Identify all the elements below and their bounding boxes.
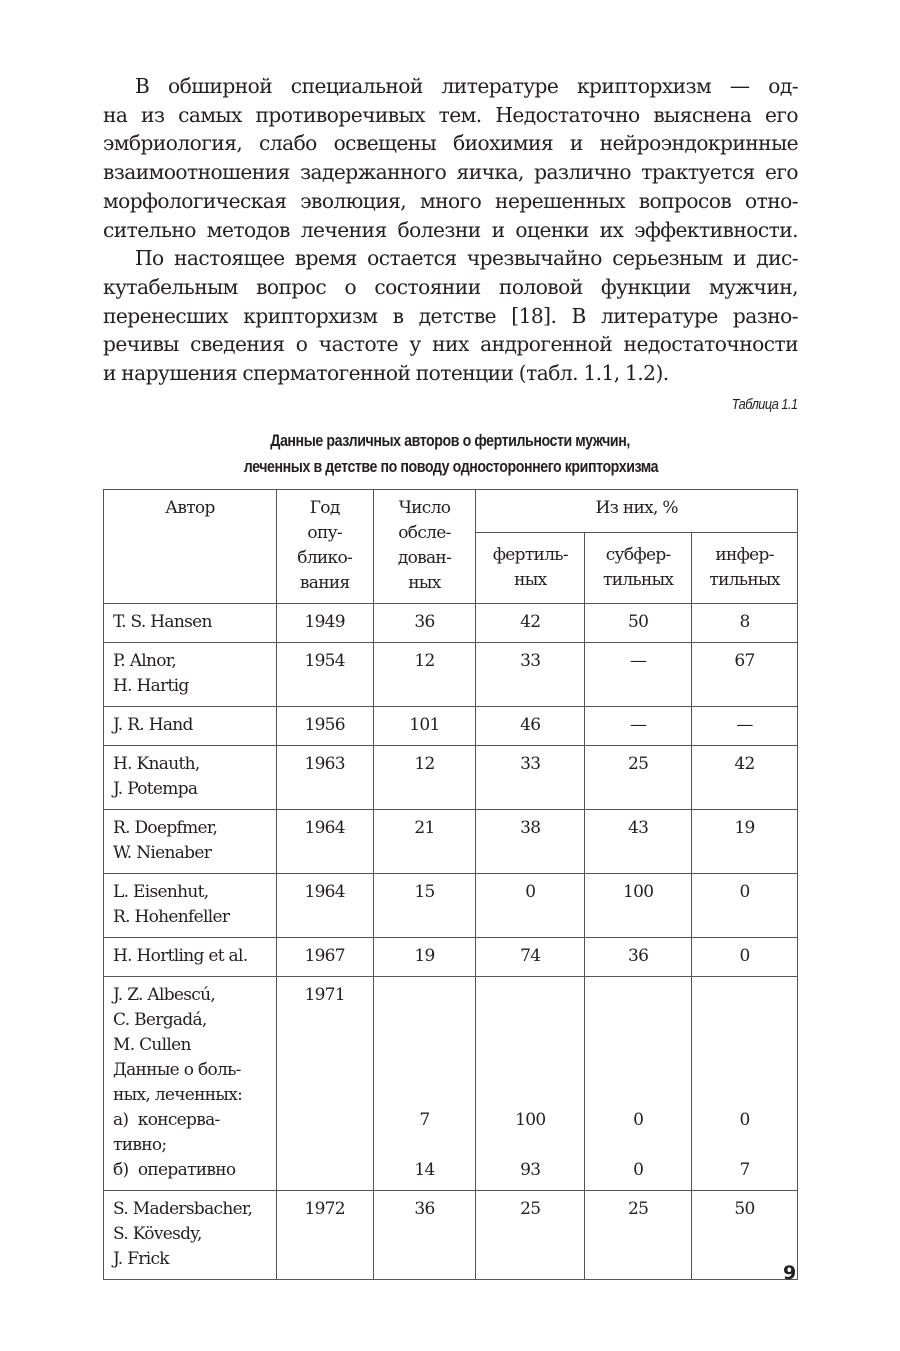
cell-line: T. S. Hansen	[113, 612, 212, 632]
cell-line: 0	[739, 1110, 750, 1130]
cell-line: Данные о боль-	[113, 1060, 241, 1080]
cell-line: тильных	[602, 569, 674, 590]
text-line: В обширной специальной литературе крипторхизм — од-	[135, 74, 798, 98]
cell-line: тильных	[709, 569, 780, 590]
cell-line: Число	[398, 498, 451, 518]
table-row	[104, 810, 798, 874]
header-year	[276, 490, 373, 604]
cell-fertile: 0	[476, 874, 585, 938]
table-title	[103, 428, 798, 480]
cell-author	[104, 977, 277, 1191]
header-subfertile	[585, 533, 692, 604]
table-row	[104, 643, 798, 707]
cell-line: S. Madersbacher,	[113, 1199, 253, 1219]
table-row	[104, 604, 798, 643]
cell-author	[104, 604, 277, 643]
cell-line: дован-	[397, 548, 452, 568]
cell-line: Год	[309, 498, 340, 518]
cell-author	[104, 707, 277, 746]
cell-line: тивно;	[113, 1135, 167, 1155]
cell-author	[104, 810, 277, 874]
table-row	[104, 707, 798, 746]
cell-line	[104, 490, 798, 533]
cell-line: H. Hortling et al.	[113, 946, 248, 966]
cell-line: блико-	[297, 548, 353, 568]
cell-line: 0	[633, 1160, 644, 1180]
paragraph-2	[103, 244, 798, 388]
text-line: кутабельным вопрос о состоянии половой функции мужчин,	[103, 274, 798, 299]
cell-author	[104, 874, 277, 938]
cell-fertile: 33	[476, 643, 585, 707]
cell-line: фертиль-	[492, 544, 568, 565]
table-label: Таблица 1.1	[732, 396, 798, 413]
cell-line: R. Hohenfeller	[113, 907, 230, 927]
cell-line: R. Doepfmer,	[113, 818, 218, 838]
table-title-line-2: леченных в детстве по поводу одностороннего крипторхизма	[243, 458, 658, 476]
cell-line: J. R. Hand	[113, 715, 193, 735]
cell-year: 1963	[276, 746, 373, 810]
cell-line: J. Z. Albescú,	[113, 985, 216, 1005]
table-row	[104, 938, 798, 977]
cell-subfertile: —	[585, 707, 692, 746]
cell-infertile	[692, 977, 798, 1191]
table-row	[104, 1191, 798, 1280]
cell-year: 1949	[276, 604, 373, 643]
cell-subfertile	[585, 977, 692, 1191]
page-number: 9	[783, 1262, 797, 1284]
header-fertile	[476, 533, 585, 604]
cell-line: J. Potempa	[113, 779, 198, 799]
cell-fertile: 46	[476, 707, 585, 746]
cell-line: 14	[414, 1160, 435, 1180]
cell-line: L. Eisenhut,	[113, 882, 209, 902]
text-line: сительно методов лечения болезни и оценки их эффективности.	[103, 217, 798, 242]
cell-year: 1971	[276, 977, 373, 1191]
cell-author	[104, 746, 277, 810]
cell-fertile: 74	[476, 938, 585, 977]
cell-line: ных	[408, 573, 441, 593]
cell-count	[373, 977, 476, 1191]
cell-subfertile: 25	[585, 746, 692, 810]
body-text	[103, 72, 798, 388]
cell-fertile	[476, 977, 585, 1191]
text-line: и нарушения сперматогенной потенции (табл. 1.1, 1.2).	[103, 361, 669, 386]
header-of-them: Из них, %	[476, 490, 798, 533]
table-row	[104, 977, 798, 1191]
cell-line: S. Kövesdy,	[113, 1224, 202, 1244]
table-row	[104, 746, 798, 810]
cell-author	[104, 1191, 277, 1280]
cell-line: 7	[419, 1110, 430, 1130]
cell-line: обсле-	[398, 523, 451, 543]
text-line: морфологическая эволюция, много нерешенных вопросов отно-	[103, 188, 798, 213]
cell-subfertile: 50	[585, 604, 692, 643]
cell-line: 100	[515, 1110, 546, 1130]
cell-year: 1956	[276, 707, 373, 746]
cell-year: 1972	[276, 1191, 373, 1280]
cell-count: 19	[373, 938, 476, 977]
table-title-line-1: Данные различных авторов о фертильности мужчин,	[270, 432, 631, 450]
cell-count: 36	[373, 1191, 476, 1280]
cell-line: M. Cullen	[113, 1035, 191, 1055]
cell-line: вания	[299, 573, 350, 593]
cell-year: 1964	[276, 874, 373, 938]
cell-subfertile: 43	[585, 810, 692, 874]
cell-line: субфер-	[605, 544, 671, 565]
header-author: Автор	[104, 490, 277, 604]
cell-count: 101	[373, 707, 476, 746]
text-line: эмбриология, слабо освещены биохимия и нейроэндокринные	[103, 131, 798, 156]
cell-fertile: 42	[476, 604, 585, 643]
cell-line: 0	[633, 1110, 644, 1130]
cell-line: а) консерва-	[113, 1110, 220, 1130]
cell-infertile: 50	[692, 1191, 798, 1280]
cell-line: H. Hartig	[113, 676, 189, 696]
cell-line: ных	[514, 569, 547, 590]
cell-fertile: 38	[476, 810, 585, 874]
cell-line: опу-	[307, 523, 342, 543]
paragraph-1	[103, 72, 798, 244]
cell-infertile: 8	[692, 604, 798, 643]
cell-author	[104, 938, 277, 977]
table-row	[104, 874, 798, 938]
cell-fertile: 25	[476, 1191, 585, 1280]
text-line: По настоящее время остается чрезвычайно серьезным и дис-	[135, 246, 798, 271]
cell-line: H. Knauth,	[113, 754, 200, 774]
cell-fertile: 33	[476, 746, 585, 810]
cell-infertile: 0	[692, 938, 798, 977]
text-line: на из самых противоречивых тем. Недостаточно выяснена его	[103, 102, 798, 127]
cell-infertile: —	[692, 707, 798, 746]
cell-line: б) оперативно	[113, 1160, 236, 1180]
cell-year: 1954	[276, 643, 373, 707]
cell-subfertile: 100	[585, 874, 692, 938]
cell-infertile: 42	[692, 746, 798, 810]
cell-year: 1964	[276, 810, 373, 874]
cell-line: ных, леченных:	[113, 1085, 243, 1105]
cell-infertile: 67	[692, 643, 798, 707]
cell-line: C. Bergadá,	[113, 1010, 207, 1030]
cell-count: 36	[373, 604, 476, 643]
cell-infertile: 0	[692, 874, 798, 938]
cell-line: W. Nienaber	[113, 843, 212, 863]
header-infertile	[692, 533, 798, 604]
cell-line: 93	[520, 1160, 541, 1180]
cell-year: 1967	[276, 938, 373, 977]
cell-line: инфер-	[715, 544, 774, 565]
fertility-table	[103, 489, 798, 1280]
cell-line: 7	[739, 1160, 750, 1180]
cell-count: 21	[373, 810, 476, 874]
cell-line: J. Frick	[113, 1249, 169, 1269]
cell-count: 12	[373, 643, 476, 707]
cell-count: 15	[373, 874, 476, 938]
cell-subfertile: —	[585, 643, 692, 707]
cell-author	[104, 643, 277, 707]
cell-subfertile: 25	[585, 1191, 692, 1280]
cell-subfertile: 36	[585, 938, 692, 977]
cell-count: 12	[373, 746, 476, 810]
cell-infertile: 19	[692, 810, 798, 874]
text-line: речивы сведения о частоте у них андрогенной недостаточности	[103, 332, 798, 357]
text-line: взаимоотношения задержанного яичка, различно трактуется его	[103, 160, 798, 185]
header-count	[373, 490, 476, 604]
cell-line: P. Alnor,	[113, 651, 177, 671]
text-line: перенесших крипторхизм в детстве [18]. В литературе разно-	[103, 303, 798, 328]
